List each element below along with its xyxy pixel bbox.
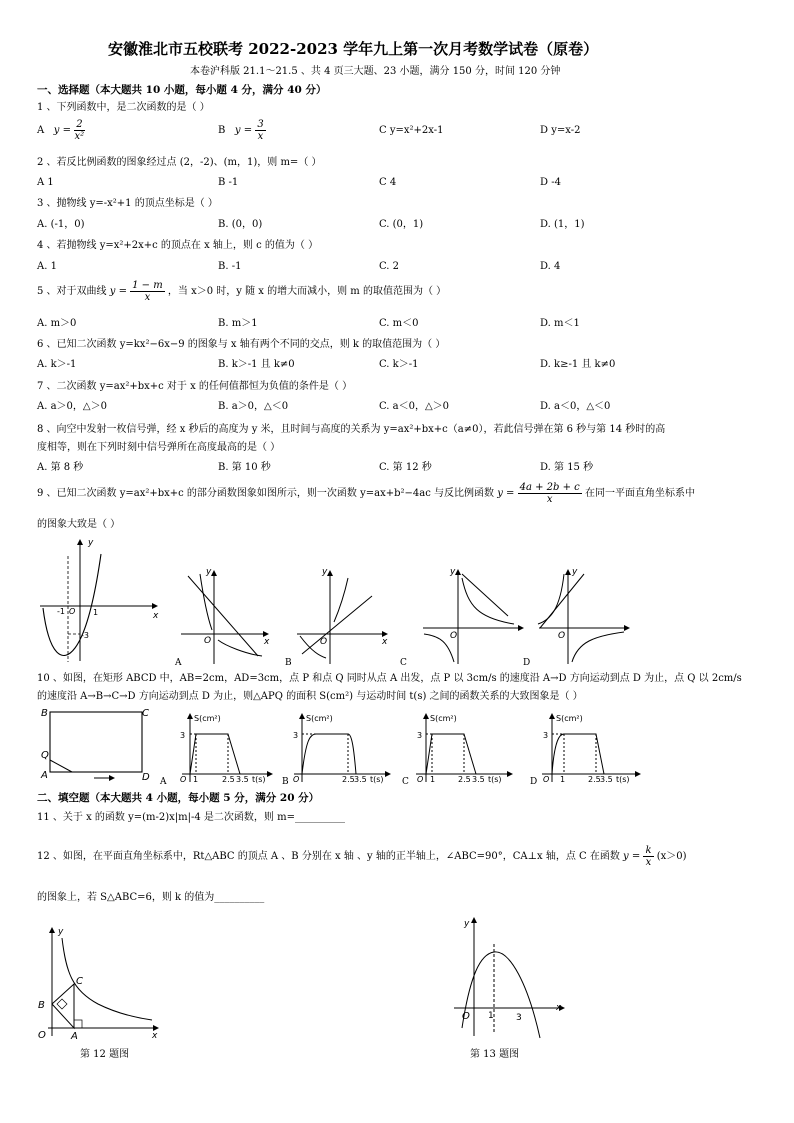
axis-label: x (556, 1003, 562, 1013)
option-c: C. k＞-1 (379, 359, 419, 370)
option-c: C. (0，1) (379, 219, 424, 230)
tick-label: 2.5 (342, 775, 355, 784)
axis-label: x (382, 637, 388, 647)
option-b: B. -1 (218, 261, 242, 272)
math-y: y = (109, 286, 127, 297)
option-d: D. a＜0，△＜0 (540, 401, 611, 412)
fraction (255, 119, 265, 142)
question-stem-line: 的速度沿 A→B→C→D 方向运动到点 D 为止，则△APQ 的面积 S(cm²) 与运动时间 t(s) 之间的函数关系的大致图象是（ ） (37, 691, 583, 702)
origin-label: O (180, 775, 187, 784)
fraction (130, 280, 165, 303)
tick-label: 3.5 (354, 775, 367, 784)
math-y: y = (497, 488, 515, 499)
tick-label: 1 (560, 775, 566, 784)
option-a: A. (-1，0) (37, 219, 85, 230)
tick-label: 2.5 (588, 775, 601, 784)
option-label: C (402, 777, 409, 787)
tick-label: 3 (543, 731, 549, 740)
fraction (74, 119, 84, 142)
option-c: C. m＜0 (379, 318, 419, 329)
q9-option-b-figure (292, 566, 392, 666)
option-a: A. 第 8 秒 (37, 462, 84, 473)
question-stem-line: 8 、向空中发射一枚信号弹，经 x 秒后的高度为 y 米，且时间与高度的关系为 y=ax²+bx+c（a≠0），若此信号弹在第 6 秒与第 14 秒时的高 (37, 424, 666, 435)
origin-label: O (293, 775, 300, 784)
option-label: D (530, 777, 538, 787)
fraction-den: x (546, 494, 553, 505)
option-label: A (37, 125, 45, 136)
fraction (518, 482, 582, 505)
axis-label: x (264, 637, 270, 647)
figure-caption: 第 13 题图 (470, 1049, 520, 1060)
fraction (643, 845, 653, 868)
fraction-num: 2 (76, 119, 83, 130)
question-stem-line: 的图象大致是（ ） (37, 519, 121, 530)
math-y: y = (234, 125, 253, 136)
option-d: D. (1，1) (540, 219, 585, 230)
tick-label: 3.5 (600, 775, 613, 784)
option-d: D. 第 15 秒 (540, 462, 594, 473)
axis-label: x (153, 611, 159, 621)
tick-label: 2.5 (458, 775, 471, 784)
option-b: B. 第 10 秒 (218, 462, 271, 473)
question-stem (37, 278, 446, 306)
page-title: 安徽淮北市五校联考 2022-2023 学年九上第一次月考数学试卷（原卷） (108, 40, 599, 58)
option-label: D (523, 658, 531, 668)
vertex-label: A (71, 1031, 78, 1042)
axis-label: S(cm²) (556, 714, 583, 723)
option-b: B -1 (218, 177, 239, 188)
axis-label: S(cm²) (306, 714, 333, 723)
option-label: A (175, 658, 182, 668)
option-c: C 4 (379, 177, 397, 188)
axis-label: y (572, 567, 578, 577)
question-stem-line (37, 842, 687, 872)
question-stem-line (37, 480, 695, 508)
tick-label: 3 (516, 1013, 522, 1023)
origin-label: O (450, 631, 458, 641)
fraction-num: 3 (257, 119, 264, 130)
fraction-num: k (645, 845, 652, 856)
axis-label: x (152, 1031, 158, 1041)
q10-graph-d (538, 710, 646, 786)
q10-graph-b (290, 710, 398, 786)
tick-label: 1 (193, 775, 199, 784)
vertex-label: D (142, 772, 150, 783)
axis-label: y (464, 919, 470, 929)
vertex-label: Q (41, 750, 49, 761)
vertex-label: B (38, 1000, 45, 1011)
section-heading: 一、选择题（本大题共 10 小题，每小题 4 分，满分 40 分） (37, 84, 327, 96)
stem-post: (x＞0) (656, 851, 687, 862)
tick-label: 1 (430, 775, 436, 784)
vertex-label: C (142, 708, 149, 719)
option-b (218, 118, 266, 144)
q9-option-a-figure (176, 566, 276, 666)
origin-label: O (320, 637, 328, 647)
axis-label: t(s) (370, 775, 384, 784)
axis-label: S(cm²) (430, 714, 457, 723)
option-d: D. k≥-1 且 k≠0 (540, 359, 616, 370)
q10-graph-a (168, 710, 276, 786)
axis-label: y (322, 567, 328, 577)
question-stem-line: 的图象上，若 S△ABC=6，则 k 的值为__________ (37, 892, 265, 903)
origin-label: O (417, 775, 424, 784)
question-stem: 4 、若抛物线 y=x²+2x+c 的顶点在 x 轴上，则 c 的值为（ ） (37, 240, 319, 251)
stem-pre: 12 、如图，在平面直角坐标系中，Rt△ABC 的顶点 A 、B 分别在 x 轴 、y 轴的正半轴上，∠ABC=90°，CA⊥x 轴，点 C 在函数 (37, 851, 620, 862)
option-d: D. 4 (540, 261, 561, 272)
axis-label: t(s) (616, 775, 630, 784)
q9-option-c-figure (418, 566, 528, 666)
axis-label: y (450, 567, 456, 577)
option-a: A 1 (37, 177, 54, 188)
axis-label: y (88, 538, 94, 548)
section-heading: 二、填空题（本大题共 4 小题，每小题 5 分，满分 20 分） (37, 792, 320, 804)
q12-figure (34, 924, 164, 1042)
tick-label: 1 (488, 1011, 494, 1021)
option-c: C y=x²+2x-1 (379, 125, 444, 136)
fraction-num: 4a + 2b + c (519, 482, 580, 493)
option-label: B (285, 658, 292, 668)
option-label: C (400, 658, 407, 668)
question-stem: 7 、二次函数 y=ax²+bx+c 对于 x 的任何值都恒为负值的条件是（ ） (37, 381, 353, 392)
question-stem: 1 、下列函数中，是二次函数的是（ ） (37, 102, 210, 113)
option-label: B (218, 125, 226, 136)
question-stem: 6 、已知二次函数 y=kx²−6x−9 的图象与 x 轴有两个不同的交点，则 k 的取值范围为（ ） (37, 339, 446, 350)
stem-post: ，当 x＞0 时，y 随 x 的增大而减小，则 m 的取值范围为（ ） (167, 286, 447, 297)
question-stem: 3 、抛物线 y=-x²+1 的顶点坐标是（ ） (37, 198, 218, 209)
option-b: B. m＞1 (218, 318, 258, 329)
stem-pre: 5 、对于双曲线 (37, 286, 107, 297)
figure-caption: 第 12 题图 (80, 1049, 130, 1060)
option-b: B. a＞0，△＜0 (218, 401, 289, 412)
fraction-den: x (144, 292, 151, 303)
origin-label: O (204, 636, 212, 646)
axis-label: y (58, 927, 64, 937)
vertex-label: B (41, 708, 48, 719)
question-stem-line: 度相等，则在下列时刻中信号弹所在高度最高的是（ ） (37, 442, 281, 453)
axis-label: t(s) (252, 775, 266, 784)
origin-label: O (543, 775, 550, 784)
math-y: y = (53, 125, 71, 136)
option-d: D -4 (540, 177, 561, 188)
stem-pre: 9 、已知二次函数 y=ax²+bx+c 的部分函数图象如图所示，则一次函数 y=ax+b²−4ac 与反比例函数 (37, 488, 495, 499)
vertex-label: C (76, 976, 83, 987)
question-stem: 11 、关于 x 的函数 y=(m-2)x|m|-4 是二次函数，则 m=__________ (37, 812, 345, 823)
option-a (37, 118, 85, 144)
tick-label: 3.5 (236, 775, 249, 784)
option-label: A (160, 777, 167, 787)
option-b: B. k＞-1 且 k≠0 (218, 359, 295, 370)
tick-label: 3.5 (472, 775, 485, 784)
option-label: B (282, 777, 289, 787)
tick-label: 3 (180, 731, 186, 740)
q10-rectangle-figure (38, 704, 158, 784)
stem-post: 在同一平面直角坐标系中 (584, 488, 695, 499)
origin-label: O (69, 607, 76, 616)
origin-label: O (558, 631, 566, 641)
option-c: C. a＜0，△＞0 (379, 401, 450, 412)
tick-label: 3 (417, 731, 423, 740)
option-a: A. m＞0 (37, 318, 77, 329)
tick-label: 3 (293, 731, 299, 740)
axis-label: S(cm²) (194, 714, 221, 723)
tick-label: 2.5 (222, 775, 235, 784)
page-subtitle: 本卷沪科版 21.1～21.5 、共 4 页三大题、23 小题，满分 150 分，时间 120 分钟 (190, 66, 561, 77)
fraction-den: x (257, 131, 264, 142)
q9-option-d-figure (534, 566, 634, 666)
option-d: D y=x-2 (540, 125, 581, 136)
option-a: A. 1 (37, 261, 57, 272)
axis-label: y (206, 567, 212, 577)
fraction-den: x² (74, 131, 85, 142)
vertex-label: A (41, 770, 48, 781)
axis-label: t(s) (488, 775, 502, 784)
option-d: D. m＜1 (540, 318, 580, 329)
fraction-den: x (645, 857, 652, 868)
tick-label: -3 (81, 631, 89, 640)
option-a: A. k＞-1 (37, 359, 77, 370)
math-y: y = (623, 851, 641, 862)
question-stem: 2 、若反比例函数的图象经过点 (2，-2)、(m，1)，则 m=（ ） (37, 157, 322, 168)
origin-label: O (38, 1030, 46, 1041)
q10-graph-c (412, 710, 520, 786)
option-b: B. (0，0) (218, 219, 263, 230)
option-a: A. a＞0，△＞0 (37, 401, 107, 412)
tick-label: -1 (57, 607, 65, 616)
origin-label: O (462, 1011, 470, 1022)
q9-parabola-figure (35, 536, 165, 666)
option-c: C. 第 12 秒 (379, 462, 432, 473)
option-c: C. 2 (379, 261, 400, 272)
q13-figure (450, 914, 570, 1044)
tick-label: 1 (93, 608, 99, 617)
fraction-num: 1 − m (132, 280, 163, 291)
question-stem-line: 10 、如图，在矩形 ABCD 中，AB=2cm，AD=3cm，点 P 和点 Q 同时从点 A 出发，点 P 以 3cm/s 的速度沿 A→D 方向运动到点 D 为止，点 Q 以 2cm/s (37, 673, 742, 684)
